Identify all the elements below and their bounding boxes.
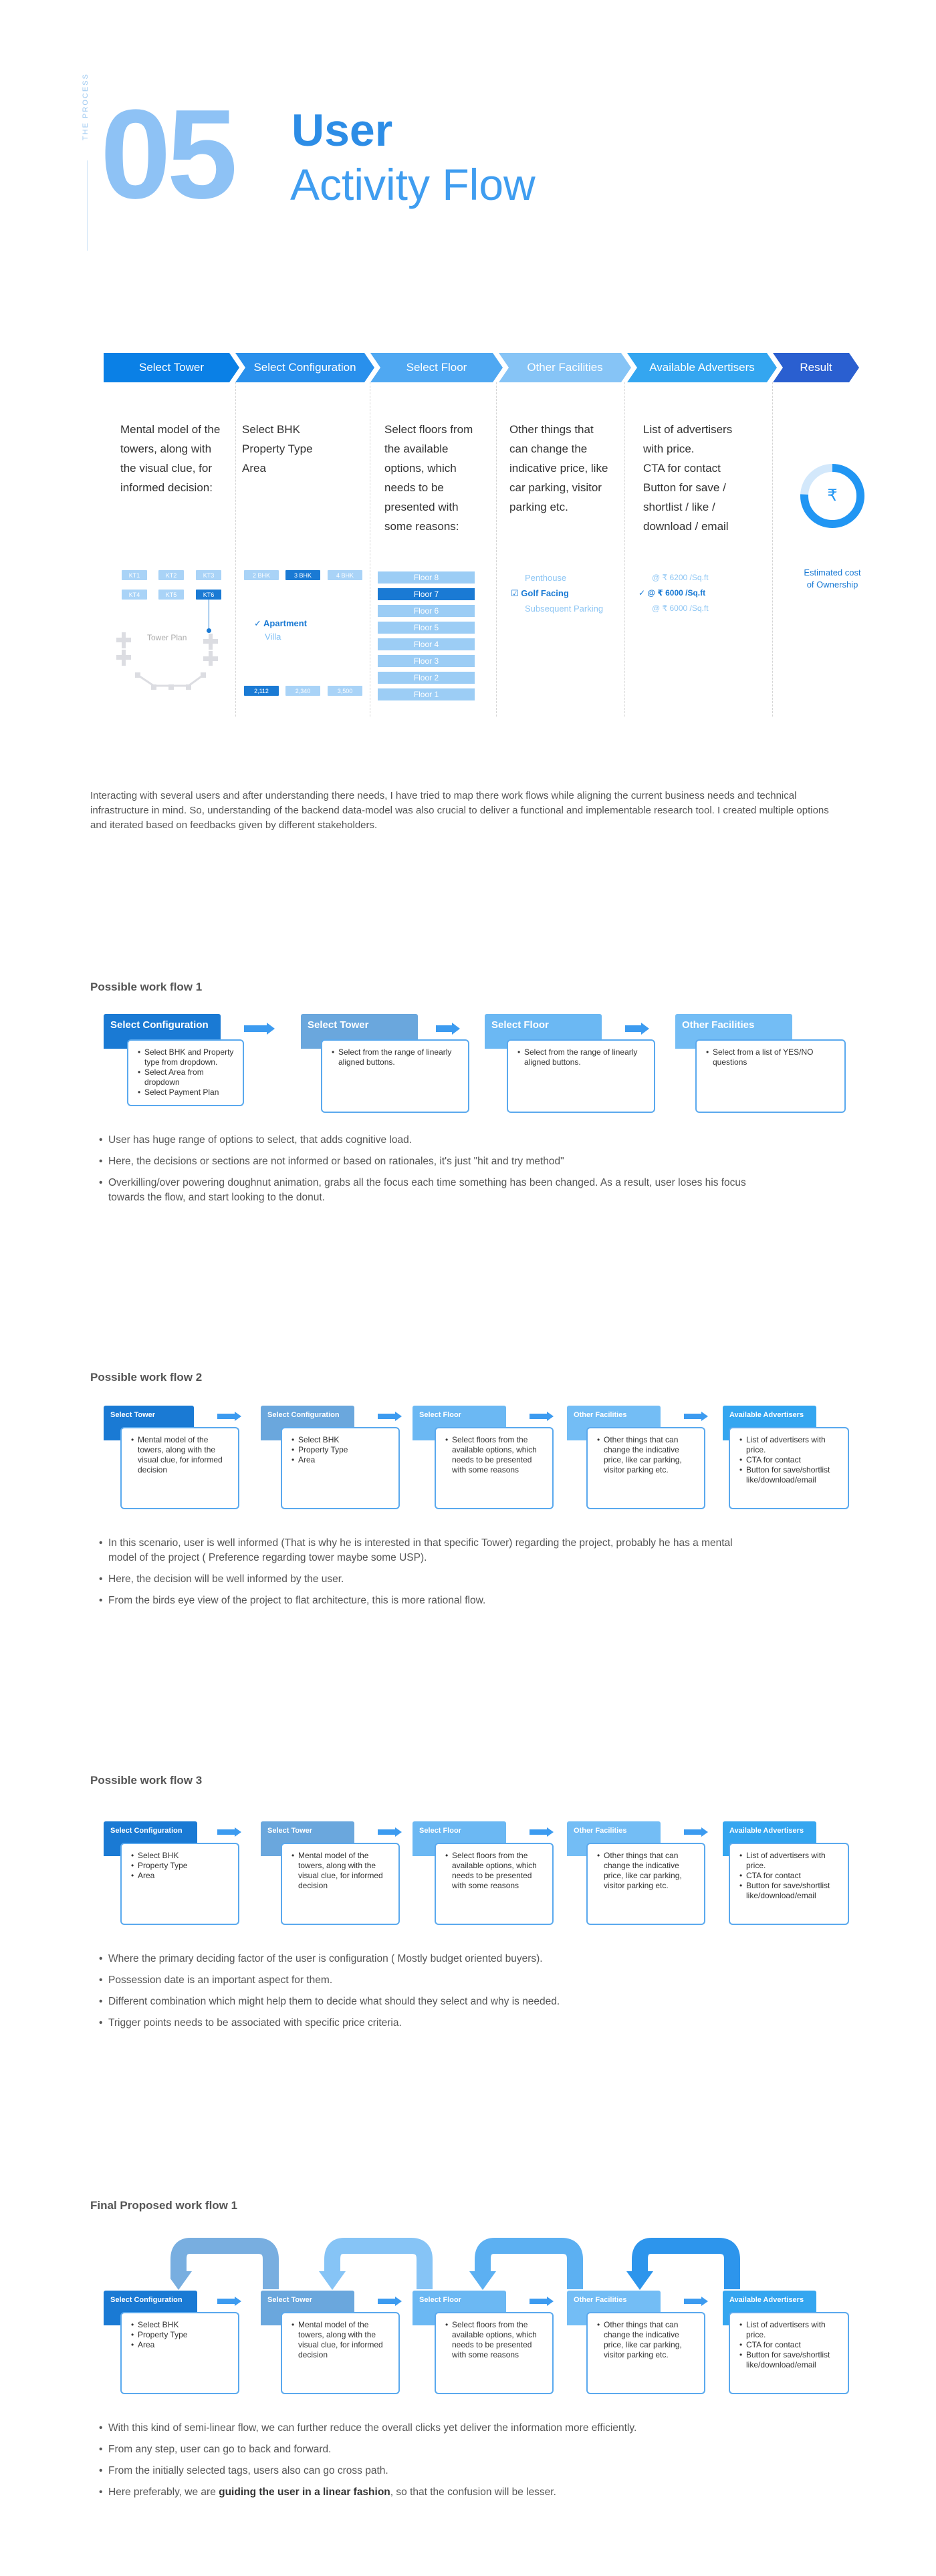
flow-step-available-advertisers: Available Advertisers: [627, 353, 777, 382]
tower-chip-selected[interactable]: KT6: [196, 590, 221, 600]
wf3-step-select-configuration: Select Configuration: [104, 1821, 197, 1856]
wf2-step-details: • Select BHK • Property Type • Area: [281, 1427, 400, 1509]
workflow3-title: Possible work flow 3: [90, 1774, 203, 1787]
tower-chip[interactable]: KT3: [196, 570, 221, 580]
flow-arrow: [530, 2297, 554, 2306]
column-divider: [496, 382, 497, 717]
page-title-line1: User: [291, 105, 393, 156]
final-step-select-configuration: Select Configuration: [104, 2291, 197, 2325]
wf2-step-details: • List of advertisers with price. • CTA for contact • Button for save/shortlist like/download/email: [729, 1427, 849, 1509]
final-workflow-notes: • With this kind of semi-linear flow, we can further reduce the overall clicks yet deliver the information more efficiently. • From any step, user can go to back and forward. • From the initially selected tags, users also can go cross path. • Here preferably, we are guiding the user in a linear fashion, so that the confusion will be lesser.: [99, 2421, 768, 2506]
final-step-other-facilities: Other Facilities: [567, 2291, 661, 2325]
bhk-chip[interactable]: 2 BHK: [244, 570, 279, 580]
workflow1-title: Possible work flow 1: [90, 981, 203, 993]
flow-arrow: [436, 1023, 460, 1035]
column-divider: [624, 382, 625, 717]
facility-option[interactable]: Penthouse: [525, 573, 567, 583]
facility-option-selected[interactable]: ☑ Golf Facing: [511, 588, 569, 598]
wf2-step-select-configuration: Select Configuration: [261, 1406, 354, 1440]
page-title-line2: Activity Flow: [290, 160, 536, 209]
flow-arrow: [217, 1412, 241, 1421]
floor-description: Select floors from the available options, which needs to be presented with some reasons:: [384, 423, 473, 533]
workflow2-notes: • In this scenario, user is well informed (That is why he is interested in that specific Tower) regarding the project, probably he has a mental model of the project ( Preference regarding tower maybe some USP). • Here, the decision will be well informed by the user. • From the birds eye view of the project to flat architecture, this is more rational flow.: [99, 1536, 741, 1615]
flow-step-select-tower: Select Tower: [104, 353, 239, 382]
final-step-available-advertisers: Available Advertisers: [723, 2291, 816, 2325]
floor-option-selected[interactable]: Floor 7: [378, 588, 475, 600]
wf3-step-details: • Select floors from the available options, which needs to be presented with some reasons: [435, 1843, 554, 1925]
flow-arrow: [378, 2297, 402, 2306]
column-divider: [235, 382, 236, 717]
wf1-step-select-tower: Select Tower: [301, 1014, 418, 1049]
final-step-select-floor: Select Floor: [413, 2291, 506, 2325]
flow-step-select-floor: Select Floor: [370, 353, 503, 382]
property-type-villa[interactable]: Villa: [265, 632, 281, 642]
wf3-step-other-facilities: Other Facilities: [567, 1821, 661, 1856]
flow-arrow: [684, 2297, 708, 2306]
area-chip[interactable]: 2,340: [285, 686, 320, 696]
configuration-description: Select BHK Property Type Area: [242, 423, 313, 475]
intro-paragraph: Interacting with several users and after understanding there needs, I have tried to map there work flows while aligning the current business needs and technical infrastructure in mind. So, understanding of the backend data-model was also crucial to deliver a functional and implementable research tool. I created multiple options and iterated based on feedbacks given by different stakeholders.: [90, 790, 829, 831]
estimated-cost-label: Estimated cost of Ownership: [804, 567, 861, 590]
wf3-step-select-floor: Select Floor: [413, 1821, 506, 1856]
floor-option[interactable]: Floor 5: [378, 622, 475, 634]
flow-arrow: [684, 1412, 708, 1421]
process-label: THE PROCESS: [82, 73, 90, 140]
tower-chip[interactable]: KT5: [158, 590, 184, 600]
wf2-step-select-tower: Select Tower: [104, 1406, 194, 1440]
wf1-step-details: • Select BHK and Property type from dropdown. • Select Area from dropdown • Select Payment Plan: [127, 1039, 244, 1106]
wf3-step-details: • Mental model of the towers, along with the visual clue, for informed decision: [281, 1843, 400, 1925]
flow-arrow: [217, 2297, 241, 2306]
column-divider: [772, 382, 773, 717]
tower-chip[interactable]: KT1: [122, 570, 147, 580]
flow-arrow: [378, 1827, 402, 1837]
flow-arrow: [530, 1827, 554, 1837]
tower-chip[interactable]: KT4: [122, 590, 147, 600]
tower-chip[interactable]: KT2: [158, 570, 184, 580]
facility-option[interactable]: Subsequent Parking: [525, 604, 604, 614]
wf2-step-details: • Other things that can change the indicative price, like car parking, visitor parking etc.: [586, 1427, 705, 1509]
wf3-step-details: • List of advertisers with price. • CTA for contact • Button for save/shortlist like/download/email: [729, 1843, 849, 1925]
advertisers-description: List of advertisers with price. CTA for contact Button for save / shortlist / like / download / email: [643, 423, 733, 533]
wf3-step-details: • Select BHK • Property Type • Area: [120, 1843, 239, 1925]
final-step-select-tower: Select Tower: [261, 2291, 354, 2325]
floor-option[interactable]: Floor 3: [378, 655, 475, 667]
floor-option[interactable]: Floor 2: [378, 672, 475, 684]
flow-step-result: Result: [773, 353, 859, 382]
wf3-step-select-tower: Select Tower: [261, 1821, 354, 1856]
flow-step-select-configuration: Select Configuration: [235, 353, 374, 382]
wf2-step-details: • Mental model of the towers, along with the visual clue, for informed decision: [120, 1427, 239, 1509]
bhk-chip-selected[interactable]: 3 BHK: [285, 570, 320, 580]
header-divider: [87, 160, 88, 251]
area-chip[interactable]: 3,500: [328, 686, 362, 696]
floor-option[interactable]: Floor 8: [378, 571, 475, 584]
activity-flow-bar: [104, 353, 859, 382]
final-workflow-title: Final Proposed work flow 1: [90, 2199, 238, 2212]
bhk-chip[interactable]: 4 BHK: [328, 570, 362, 580]
flow-arrow: [378, 1412, 402, 1421]
wf2-step-available-advertisers: Available Advertisers: [723, 1406, 816, 1440]
wf3-step-details: • Other things that can change the indicative price, like car parking, visitor parking etc.: [586, 1843, 705, 1925]
wf2-step-other-facilities: Other Facilities: [567, 1406, 661, 1440]
flow-arrow: [530, 1412, 554, 1421]
final-step-details: • Select floors from the available options, which needs to be presented with some reasons: [435, 2312, 554, 2394]
property-type-apartment[interactable]: ✓ Apartment: [254, 618, 308, 628]
flow-arrow: [217, 1827, 241, 1837]
wf1-step-other-facilities: Other Facilities: [675, 1014, 792, 1049]
rupee-icon: ₹: [827, 487, 838, 505]
wf1-step-select-floor: Select Floor: [485, 1014, 602, 1049]
workflow1-notes: • User has huge range of options to select, that adds cognitive load. • Here, the decisions or sections are not informed or based on rationales, it's just "hit and try method" • Overkilling/over powering doughnut animation, grabs all the focus each time something has been changed. As a result, user loses his focus towards the flow, and start looking to the donut.: [99, 1133, 768, 1212]
wf3-step-available-advertisers: Available Advertisers: [723, 1821, 816, 1856]
flow-arrow: [244, 1023, 275, 1035]
final-step-details: • Other things that can change the indicative price, like car parking, visitor parking etc.: [586, 2312, 705, 2394]
floor-option[interactable]: Floor 4: [378, 638, 475, 650]
final-step-details: • List of advertisers with price. • CTA for contact • Button for save/shortlist like/download/email: [729, 2312, 849, 2394]
flow-arrow: [625, 1023, 649, 1035]
flow-step-other-facilities: Other Facilities: [499, 353, 631, 382]
workflow2-title: Possible work flow 2: [90, 1371, 203, 1384]
wf1-step-select-configuration: Select Configuration: [104, 1014, 221, 1049]
wf2-step-details: • Select floors from the available options, which needs to be presented with some reasons: [435, 1427, 554, 1509]
wf1-step-details: • Select from a list of YES/NO questions: [695, 1039, 846, 1113]
flow-arrow: [684, 1827, 708, 1837]
wf1-step-details: • Select from the range of linearly aligned buttons.: [321, 1039, 469, 1113]
area-chip-selected[interactable]: 2,112: [244, 686, 279, 696]
advertiser-price-selected[interactable]: ✓ @ ₹ 6000 /Sq.ft: [638, 588, 706, 598]
wf2-step-select-floor: Select Floor: [413, 1406, 506, 1440]
workflow3-notes: • Where the primary deciding factor of the user is configuration ( Mostly budget oriented buyers). • Possession date is an important aspect for them. • Different combination which might help them to decide what should they select and why is needed. • Trigger points needs to be associated with specific price criteria.: [99, 1952, 768, 2037]
wf1-step-details: • Select from the range of linearly aligned buttons.: [507, 1039, 655, 1113]
floor-option[interactable]: Floor 6: [378, 605, 475, 617]
tower-plan-diagram: [114, 628, 227, 702]
advertiser-price[interactable]: @ ₹ 6000 /Sq.ft: [652, 604, 709, 613]
tower-plan-label: Tower Plan: [147, 633, 187, 642]
final-step-details: • Select BHK • Property Type • Area: [120, 2312, 239, 2394]
final-step-details: • Mental model of the towers, along with the visual clue, for informed decision: [281, 2312, 400, 2394]
floor-option[interactable]: Floor 1: [378, 688, 475, 700]
advertiser-price[interactable]: @ ₹ 6200 /Sq.ft: [652, 573, 709, 582]
tower-description: Mental model of the towers, along with the visual clue, for informed decision:: [120, 423, 221, 494]
section-number: 05: [100, 84, 234, 225]
final-note-linear: • Here preferably, we are guiding the user in a linear fashion, so that the confusion will be lesser.: [99, 2485, 768, 2500]
facilities-description: Other things that can change the indicative price, like car parking, visitor parking etc.: [509, 423, 608, 513]
